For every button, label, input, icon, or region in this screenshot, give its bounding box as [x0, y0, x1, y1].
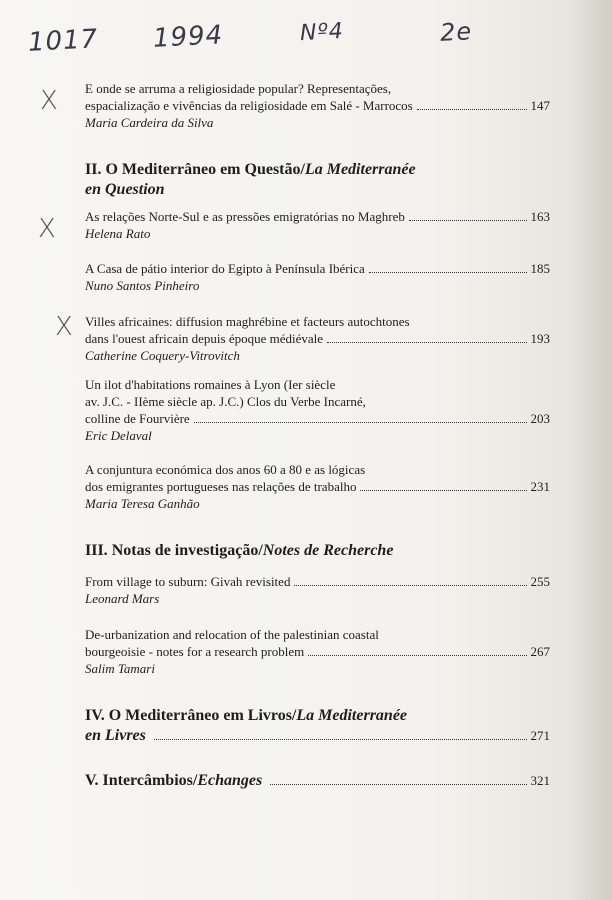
page-number: 163	[530, 209, 550, 224]
entry-line	[85, 208, 550, 225]
entry-line	[85, 643, 550, 660]
margin-check-mark: X	[55, 312, 73, 342]
dot-leader	[417, 109, 527, 110]
toc-entry	[85, 626, 550, 677]
dot-leader	[270, 784, 526, 785]
dot-leader	[294, 585, 526, 586]
section-title: Intercâmbios/	[102, 772, 198, 789]
dot-leader	[360, 490, 526, 491]
entry-line	[85, 393, 550, 410]
handwritten-issue: Nº4	[299, 18, 345, 47]
entry-line	[85, 97, 550, 114]
toc-entry	[85, 208, 550, 242]
entry-title-line: Villes africaines: diffusion maghrébine et facteurs autochtones	[85, 314, 410, 329]
section-roman: II.	[85, 161, 102, 178]
entry-title-line: Un ilot d'habitations romaines à Lyon (Ier siècle	[85, 377, 336, 392]
section-title: O Mediterrâneo em Questão/	[105, 161, 305, 178]
entry-title-line: colline de Fourvière	[85, 411, 190, 426]
entry-author: Maria Cardeira da Silva	[85, 115, 214, 130]
entry-author: Catherine Coquery-Vitrovitch	[85, 348, 240, 363]
section-line	[85, 771, 550, 791]
entry-line	[85, 313, 550, 330]
toc-entry	[85, 461, 550, 512]
handwritten-note: 2e	[439, 17, 473, 47]
entry-author: Leonard Mars	[85, 591, 160, 606]
page-edge-shadow	[572, 0, 612, 900]
entry-title-line: av. J.C. - IIème siècle ap. J.C.) Clos du Verbe Incarné,	[85, 394, 366, 409]
dot-leader	[409, 220, 527, 221]
entry-title-line: As relações Norte-Sul e as pressões emigratórias no Maghreb	[85, 209, 405, 224]
entry-title-line: From village to suburn: Givah revisited	[85, 574, 291, 589]
section-heading-v	[85, 771, 550, 791]
entry-author: Nuno Santos Pinheiro	[85, 278, 200, 293]
page-number: 255	[530, 574, 550, 589]
entry-line	[85, 260, 550, 277]
entry-title-line: De-urbanization and relocation of the palestinian coastal	[85, 627, 379, 642]
dot-leader	[327, 342, 526, 343]
entry-line	[85, 573, 550, 590]
section-roman: III.	[85, 542, 108, 559]
entry-title-line: espacialização e vivências da religiosidade em Salé - Marrocos	[85, 98, 413, 113]
entry-line	[85, 478, 550, 495]
section-title: O Mediterrâneo em Livros/	[108, 707, 297, 724]
entry-author: Maria Teresa Ganhão	[85, 496, 200, 511]
entry-line	[85, 626, 550, 643]
section-title-italic: Notes de Recherche	[262, 542, 394, 559]
section-roman: V.	[85, 772, 99, 789]
section-title-italic: La Mediterranée	[304, 161, 416, 178]
page-number: 203	[530, 411, 550, 426]
toc-entry	[85, 573, 550, 607]
entry-title-line: A Casa de pátio interior do Egipto à Península Ibérica	[85, 261, 365, 276]
margin-check-mark: X	[40, 86, 58, 116]
entry-line	[85, 376, 550, 393]
section-title: Notas de investigação/	[111, 542, 263, 559]
entry-line	[85, 461, 550, 478]
section-line	[85, 726, 550, 746]
section-title-italic-2: en Livres	[85, 727, 146, 744]
page-number: 271	[530, 728, 550, 743]
dot-leader	[154, 739, 527, 740]
section-title-italic-2: en Question	[85, 181, 165, 198]
entry-title-line: bourgeoisie - notes for a research problem	[85, 644, 305, 659]
page-number: 267	[530, 644, 550, 659]
handwritten-year: 1994	[152, 20, 224, 54]
section-heading-iii	[85, 541, 550, 561]
page-number: 231	[530, 479, 550, 494]
section-title-italic: Echanges	[197, 772, 263, 789]
entry-line	[85, 80, 550, 97]
section-line	[85, 541, 550, 561]
entry-author: Salim Tamari	[85, 661, 155, 676]
entry-line	[85, 330, 550, 347]
entry-author: Helena Rato	[85, 226, 151, 241]
section-heading-ii	[85, 160, 550, 200]
entry-title-line: E onde se arruma a religiosidade popular? Representações,	[85, 81, 392, 96]
section-title-italic: La Mediterranée	[296, 707, 408, 724]
section-heading-iv	[85, 706, 550, 746]
toc-entry	[85, 376, 550, 444]
handwritten-number-1: 1017	[27, 24, 99, 58]
toc-entry	[85, 80, 550, 131]
margin-check-mark: X	[38, 214, 56, 244]
dot-leader	[308, 655, 526, 656]
dot-leader	[369, 272, 527, 273]
page-number: 185	[530, 261, 550, 276]
page-number: 147	[530, 98, 550, 113]
entry-title-line: dans l'ouest africain depuis époque médiévale	[85, 331, 324, 346]
page-number: 193	[530, 331, 550, 346]
section-roman: IV.	[85, 707, 105, 724]
entry-author: Eric Delaval	[85, 428, 152, 443]
section-line	[85, 160, 550, 180]
dot-leader	[194, 422, 527, 423]
toc-entry	[85, 260, 550, 294]
toc-entry	[85, 313, 550, 364]
page-number: 321	[530, 773, 550, 788]
entry-title-line: dos emigrantes portugueses nas relações de trabalho	[85, 479, 357, 494]
section-line	[85, 706, 550, 726]
entry-title-line: A conjuntura económica dos anos 60 a 80 e as lógicas	[85, 462, 366, 477]
handwritten-annotation	[28, 14, 588, 64]
section-line	[85, 180, 550, 200]
entry-line	[85, 410, 550, 427]
